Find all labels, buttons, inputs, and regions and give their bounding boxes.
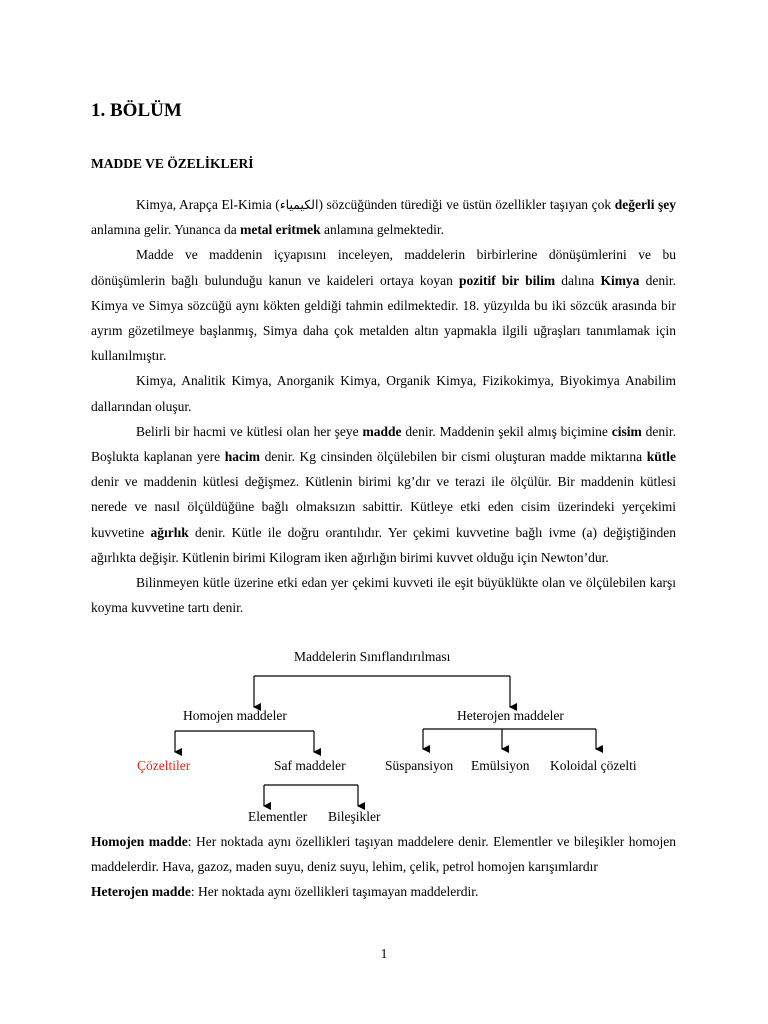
paragraph-3: Kimya, Analitik Kimya, Anorganik Kimya, Organik Kimya, Fizikokimya, Biyokimya Anabilim dallarından oluşur. (91, 373, 676, 414)
paragraph-heterojen: Heterojen madde: Her noktada aynı özellikleri taşımayan maddelerdir. (91, 884, 479, 900)
bold-term: metal eritmek (240, 222, 321, 238)
node-saf-maddeler: Saf maddeler (274, 758, 346, 773)
page-number: 1 (380, 946, 388, 961)
node-heterojen: Heterojen maddeler (457, 708, 564, 723)
node-bilesikler: Bileşikler (328, 809, 381, 824)
section-heading: MADDE VE ÖZELİKLERİ (91, 156, 254, 171)
bold-term: Homojen madde (91, 834, 188, 849)
paragraph-5: Bilinmeyen kütle üzerine etki edan yer çekimi kuvveti ile eşit büyüklükte olan ve ölçülebilen karşı koyma kuvvetine tartı denir. (91, 575, 676, 616)
bold-term: kütle (646, 449, 676, 465)
classification-diagram (0, 645, 768, 830)
paragraph-1: Kimya, Arapça El-Kimia (الكيمياء) sözcüğünden türediği ve üstün özellikler taşıyan çok değerli şey anlamına gelir. Yunanca da metal eritmek anlamına gelmektedir. (91, 197, 677, 238)
node-cozeltiler: Çözeltiler (137, 758, 191, 773)
node-koloidal: Koloidal çözelti (550, 758, 637, 773)
diagram-connectors (0, 645, 768, 830)
node-homojen: Homojen maddeler (183, 708, 287, 723)
bold-term: Kimya (600, 272, 640, 288)
node-emulsiyon: Emülsiyon (471, 758, 530, 773)
bold-term: madde (362, 423, 402, 439)
paragraph-homojen: Homojen madde: Her noktada aynı özellikleri taşıyan maddelere denir. Elementler ve bileşikler homojen maddelerdir. Hava, gazoz, maden suyu, deniz suyu, lehim, çelik, petrol homojen karışımlardır (91, 834, 676, 875)
arabic-word: الكيمياء (279, 197, 319, 212)
chapter-heading: 1. BÖLÜM (91, 100, 182, 121)
paragraph-2: Madde ve maddenin içyapısını inceleyen, maddelerin birbirlerine dönüşümlerini ve bu dönüşümlerin bağlı bulunduğu kanun ve kaideleri ortaya koyan pozitif bir bilim dalına Kimya denir. Kimya ve Simya sözcüğü aynı kökten geldiği tahmin edilmektedir. 18. yüzyılda bu iki sözcük arasında bir ayrım gözetilmeye başlanmış, Simya daha çok metalden altın yapmakla ilgili uğraşları tanımlamak için kullanılmıştır. (91, 247, 676, 364)
bold-term: ağırlık (150, 524, 189, 540)
bold-term: değerli şey (614, 197, 677, 212)
node-suspansiyon: Süspansiyon (385, 758, 454, 773)
bold-term: Heterojen madde (91, 884, 191, 900)
definitions-text (91, 829, 676, 905)
diagram-title: Maddelerin Sınıflandırılması (294, 649, 451, 664)
bold-term: pozitif bir bilim (459, 272, 556, 288)
paragraph-4: Belirli bir hacmi ve kütlesi olan her şeye madde denir. Maddenin şekil almış biçimine cisim denir. Boşlukta kaplanan yere hacim denir. Kg cinsinden ölçülebilen bir cismi oluşturan madde miktarına kütle denir ve maddenin kütlesi değişmez. Kütlenin birimi kg’dır ve terazi ile ölçülür. Bir maddenin kütlesi nerede ve nasıl ölçüldüğüne bağlı olmaksızın sabittir. Kütleye etki eden cisim üzerindeki yerçekimi kuvvetine ağırlık denir. Kütle ile doğru orantılıdır. Yer çekimi kuvvetine bağlı ivme (a) değiştiğinden ağırlıkta değişir. Kütlenin birimi Kilogram iken ağırlığın birimi kuvvet olduğu için Newton’dur. (91, 423, 677, 565)
bold-term: hacim (224, 449, 260, 465)
node-elementler: Elementler (248, 809, 308, 824)
bold-term: cisim (611, 423, 642, 439)
body-text (91, 192, 676, 620)
